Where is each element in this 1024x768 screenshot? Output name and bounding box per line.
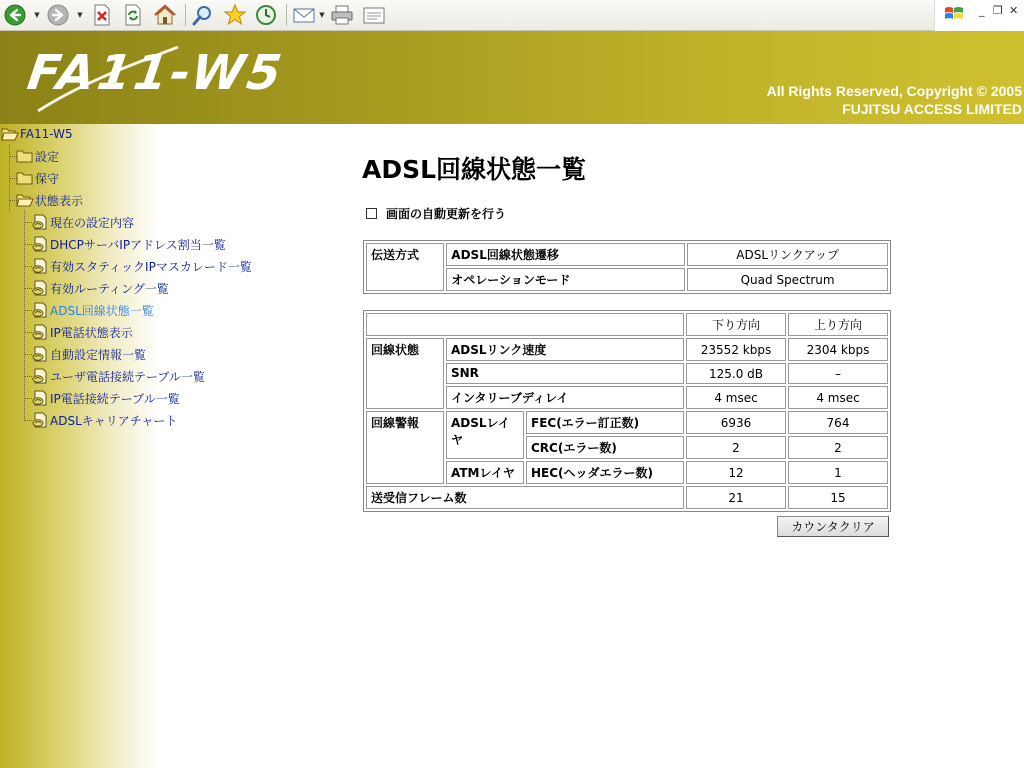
close-icon[interactable]: ✕ [1009,4,1019,17]
counter-clear-button[interactable]: カウンタクリア [777,516,889,537]
page-link-icon [31,323,49,341]
tree-root-label: FA11-W5 [20,127,73,141]
row-label: FEC(エラー訂正数) [526,411,684,434]
page-link-icon [31,235,49,253]
atm-layer-header: ATMレイヤ [446,461,524,484]
copyright-line-2: FUJITSU ACCESS LIMITED [842,101,1022,117]
operation-mode-value: Quad Spectrum [687,268,888,291]
tree-guide [24,210,25,421]
col-header-upstream: 上り方向 [788,313,888,336]
snr-down: 125.0 dB [686,363,786,384]
row-label: HEC(ヘッダエラー数) [526,461,684,484]
row-label: オペレーションモード [446,268,685,291]
table-header-row [366,313,888,336]
page-link-icon [31,367,49,385]
sidebar-item-label: 自動設定情報一覧 [50,347,147,362]
tree-folder-label: 設定 [35,149,60,164]
table-row [366,338,888,361]
auto-refresh-option[interactable] [366,205,506,221]
row-label: ADSLリンク速度 [446,338,684,361]
restore-icon[interactable]: ❐ [993,4,1003,17]
table-row [366,363,888,384]
tree-folder-status[interactable] [16,190,83,210]
sidebar-item[interactable] [31,212,134,232]
hec-down: 12 [686,461,786,484]
refresh-icon[interactable] [121,3,145,27]
adsl-layer-header: ADSLレイヤ [446,411,524,459]
sidebar-item[interactable] [31,256,252,276]
toolbar-separator [286,4,287,26]
sidebar-item-label: IP電話接続テーブル一覧 [50,391,180,406]
copyright [767,82,1022,118]
sidebar-item-label: 有効ルーティング一覧 [50,281,169,296]
sidebar-item[interactable] [31,322,133,342]
sidebar-item[interactable] [31,234,226,254]
tree-folder-maintenance[interactable] [16,168,59,188]
sidebar-item-label: DHCPサーバIPアドレス割当一覧 [50,237,226,252]
table-row [366,268,888,291]
page-link-icon [31,279,49,297]
sidebar-item[interactable] [31,278,169,298]
mail-dropdown-icon[interactable]: ▼ [319,11,325,19]
folder-icon [16,170,34,186]
row-label: ADSL回線状態遷移 [446,243,685,266]
row-label: CRC(エラー数) [526,436,684,459]
sidebar-item[interactable] [31,410,177,430]
product-logo: FA11-W5 [24,45,288,101]
sidebar-item[interactable] [31,300,154,320]
tree-folder-label: 状態表示 [35,193,84,208]
browser-toolbar [0,0,1024,31]
fec-down: 6936 [686,411,786,434]
open-folder-icon [1,126,19,142]
row-label: SNR [446,363,684,384]
table-row [366,243,888,266]
row-label: インタリーブディレイ [446,386,684,409]
line-alarm-group-header: 回線警報 [366,411,444,484]
page-link-icon [31,411,49,429]
search-icon[interactable] [191,3,215,27]
empty-header-cell [366,313,684,336]
minimize-icon[interactable]: _ [979,4,985,17]
copyright-line-1: All Rights Reserved, Copyright © 2005 [766,83,1022,99]
page-link-icon [31,389,49,407]
page-link-icon [31,345,49,363]
back-dropdown-icon[interactable]: ▼ [34,11,40,19]
sidebar-item-label: ユーザ電話接続テーブル一覧 [50,369,205,384]
stop-icon[interactable] [90,3,114,27]
window-controls [934,0,1024,31]
folder-icon [16,148,34,164]
table-row [366,386,888,409]
sidebar-item-label: ADSL回線状態一覧 [50,303,154,318]
line-status-table [363,310,891,512]
tree-folder-label: 保守 [35,171,60,186]
page-link-icon [31,257,49,275]
sidebar-item-label: 有効スタティックIPマスカレード一覧 [50,259,252,274]
windows-logo-icon [943,3,965,25]
table-row [366,411,888,434]
fec-up: 764 [788,411,888,434]
row-label: 送受信フレーム数 [366,486,684,509]
edit-icon[interactable] [362,3,386,27]
interleave-down: 4 msec [686,386,786,409]
tree-folder-settings[interactable] [16,146,59,166]
hec-up: 1 [788,461,888,484]
forward-icon[interactable] [46,3,70,27]
frames-up: 15 [788,486,888,509]
home-icon[interactable] [153,3,177,27]
adsl-state-value: ADSLリンクアップ [687,243,888,266]
link-speed-down: 23552 kbps [686,338,786,361]
transmission-table [363,240,891,294]
header-banner [0,31,1024,124]
auto-refresh-label: 画面の自動更新を行う [386,206,507,221]
page-link-icon [31,301,49,319]
forward-dropdown-icon[interactable]: ▼ [77,11,83,19]
snr-up: – [788,363,888,384]
line-status-group-header: 回線状態 [366,338,444,409]
open-folder-icon [16,192,34,208]
col-header-downstream: 下り方向 [686,313,786,336]
frames-down: 21 [686,486,786,509]
sidebar-item-label: ADSLキャリアチャート [50,413,178,428]
crc-down: 2 [686,436,786,459]
sidebar-item[interactable] [31,366,205,386]
sidebar-item[interactable] [31,344,146,364]
print-icon[interactable] [330,3,354,27]
table-row [366,486,888,509]
table-row [366,461,888,484]
transmission-group-header: 伝送方式 [366,243,444,291]
favorites-icon[interactable] [223,3,247,27]
auto-refresh-checkbox[interactable] [366,208,377,219]
sidebar-item-label: IP電話状態表示 [50,325,133,340]
mail-icon[interactable] [292,3,316,27]
crc-up: 2 [788,436,888,459]
sidebar-item[interactable] [31,388,180,408]
back-icon[interactable] [3,3,27,27]
sidebar-item-label: 現在の設定内容 [50,215,135,230]
interleave-up: 4 msec [788,386,888,409]
link-speed-up: 2304 kbps [788,338,888,361]
page-title: ADSL回線状態一覧 [362,155,587,184]
toolbar-separator [185,4,186,26]
page-link-icon [31,213,49,231]
table-row [366,436,888,459]
history-icon[interactable] [254,3,278,27]
tree-root[interactable] [1,124,73,144]
